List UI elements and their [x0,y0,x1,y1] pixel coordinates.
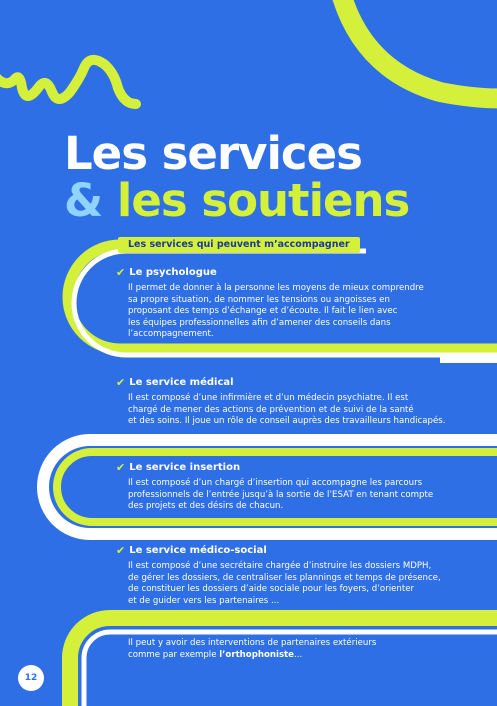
page-title [64,127,410,227]
service-description: Il est composé d’une secrétaire chargée d’instruire les dossiers MDPH, de gérer les dossiers, de centraliser les plannings et temps de présence, de constituer les dossiers d’aide sociale pour les foyers, d’orienter et de guider vers les partenaires ... [128,561,441,606]
footer-bold: l’orthophoniste [219,650,294,660]
title-line-2: les soutiens [116,174,410,227]
title-line-1: Les services [64,127,362,180]
check-icon: ✔ [116,544,126,557]
service-title: Le service insertion [129,462,241,473]
service-item-medical [116,376,461,428]
footer-note [128,637,468,661]
top-right-arc [340,0,497,98]
service-description: Il permet de donner à la personne les moyens de mieux comprendre sa propre situation, de nommer les tensions ou angoisses en proposant des temps d’échange et d’écoute. Il fait le lien avec les équipes professionnelles afin d’amener des conseils dans l’accompagnement. [128,283,424,340]
section-label: Les services qui peuvent m’accompagner [118,237,360,253]
service-item-psychologue [116,266,461,341]
service-description: Il est composé d’une infirmière et d’un médecin psychiatre. Il est chargé de mener des actions de prévention et de suivi de la santé et des soins. Il joue un rôle de conseil auprès des travailleurs handicapés. [128,393,446,427]
check-icon: ✔ [116,461,126,474]
service-title: Le service médico-social [129,545,267,556]
service-description: Il est composé d’un chargé d’insertion qui accompagne les parcours professionnels de l’entrée jusqu’à la sortie de l’ESAT en tenant compte des projets et des désirs de chacun. [128,478,434,512]
service-item-medico-social [116,544,461,607]
check-icon: ✔ [116,266,126,279]
service-title: Le psychologue [129,267,217,278]
title-ampersand: & [64,174,103,227]
footer-text: Il peut y avoir des interventions de partenaires extérieurs comme par exemple [128,638,377,660]
service-item-insertion [116,461,461,513]
page-number: 12 [18,665,44,691]
check-icon: ✔ [116,376,126,389]
top-left-squiggle [0,60,136,104]
service-title: Le service médical [129,377,234,388]
footer-tail: ... [294,650,303,660]
